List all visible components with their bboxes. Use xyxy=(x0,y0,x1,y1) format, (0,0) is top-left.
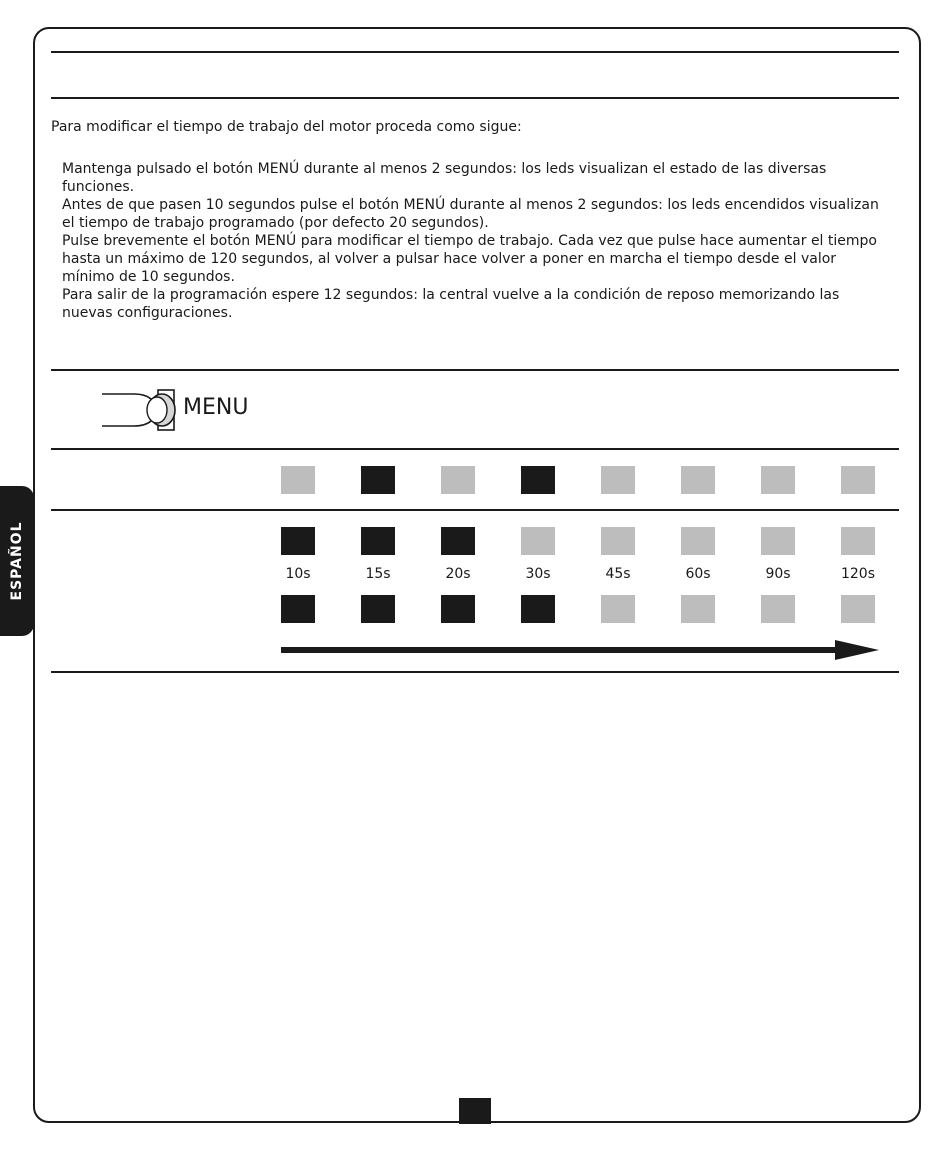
time-label-5: 45s xyxy=(605,566,631,582)
time-label-6: 60s xyxy=(685,566,711,582)
diagram-rule-1 xyxy=(51,369,899,371)
time-led-bottom-1 xyxy=(281,595,315,623)
time-led-top-1 xyxy=(281,527,315,555)
intro-text: Para modificar el tiempo de trabajo del motor proceda como sigue: xyxy=(51,119,522,135)
time-label-3: 20s xyxy=(445,566,471,582)
language-tab xyxy=(0,486,34,636)
time-led-bottom-5 xyxy=(601,595,635,623)
time-led-bottom-4 xyxy=(521,595,555,623)
time-label-4: 30s xyxy=(525,566,551,582)
time-led-top-2 xyxy=(361,527,395,555)
step-1: Mantenga pulsado el botón MENÚ durante al menos 2 segundos: los leds visualizan el estado de las diversas funciones. xyxy=(62,161,827,195)
time-led-top-8 xyxy=(841,527,875,555)
diagram-rule-4 xyxy=(51,671,899,673)
time-led-bottom-7 xyxy=(761,595,795,623)
function-led-1 xyxy=(281,466,315,494)
time-led-bottom-6 xyxy=(681,595,715,623)
footer-page-marker xyxy=(459,1098,491,1124)
time-led-bottom-3 xyxy=(441,595,475,623)
time-led-top-6 xyxy=(681,527,715,555)
step-2: Antes de que pasen 10 segundos pulse el botón MENÚ durante al menos 2 segundos: los leds encendidos visualizan el tiempo de trabajo programado (por defecto 20 segundos). xyxy=(62,197,879,231)
function-led-8 xyxy=(841,466,875,494)
function-led-5 xyxy=(601,466,635,494)
time-led-bottom-2 xyxy=(361,595,395,623)
step-3: Pulse brevemente el botón MENÚ para modificar el tiempo de trabajo. Cada vez que pulse hace aumentar el tiempo hasta un máximo de 120 segundos, al volver a pulsar hace volver a poner en marcha el tiempo desde el valor mínimo de 10 segundos. xyxy=(62,233,877,285)
steps-list xyxy=(62,160,882,322)
function-led-6 xyxy=(681,466,715,494)
increase-arrow-icon xyxy=(281,638,879,662)
menu-button-label: MENU xyxy=(183,395,249,420)
header-rule-bottom xyxy=(51,97,899,99)
time-led-top-4 xyxy=(521,527,555,555)
function-led-4 xyxy=(521,466,555,494)
time-led-bottom-8 xyxy=(841,595,875,623)
diagram-rule-2 xyxy=(51,448,899,450)
time-led-top-7 xyxy=(761,527,795,555)
time-label-2: 15s xyxy=(365,566,391,582)
diagram-rule-3 xyxy=(51,509,899,511)
time-led-top-5 xyxy=(601,527,635,555)
step-4: Para salir de la programación espere 12 segundos: la central vuelve a la condición de reposo memorizando las nuevas configuraciones. xyxy=(62,287,840,321)
time-led-top-3 xyxy=(441,527,475,555)
language-tab-label: ESPAÑOL xyxy=(9,521,25,601)
time-label-7: 90s xyxy=(765,566,791,582)
header-rule-top xyxy=(51,51,899,53)
function-led-3 xyxy=(441,466,475,494)
finger-press-button-icon xyxy=(98,386,178,434)
function-led-2 xyxy=(361,466,395,494)
function-led-7 xyxy=(761,466,795,494)
time-label-8: 120s xyxy=(840,566,875,582)
time-label-1: 10s xyxy=(285,566,311,582)
